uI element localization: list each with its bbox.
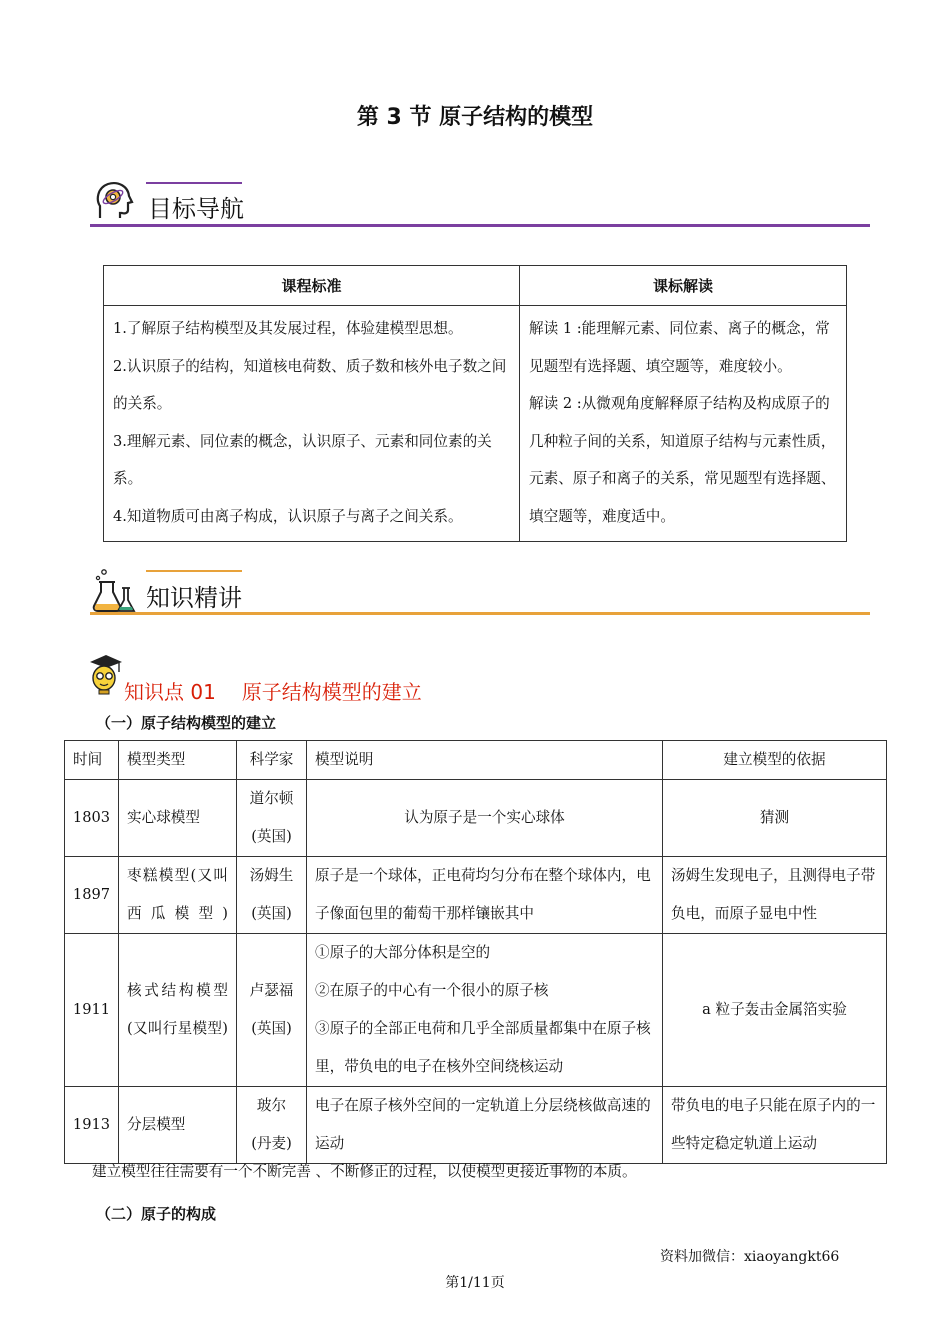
description-line: ③原子的全部正电荷和几乎全部质量都集中在原子核里，带负电的电子在核外空间绕核运动: [315, 1020, 651, 1075]
year-cell: 1913: [65, 1087, 119, 1164]
scientist-name: 玻尔: [256, 1097, 287, 1114]
scientist-name: 卢瑟福: [249, 982, 294, 999]
section-top-line: [146, 570, 242, 572]
scientist-country: (英国): [251, 1020, 292, 1037]
section-top-line: [146, 182, 242, 184]
table-row: [65, 780, 887, 857]
section-heading: 知识精讲: [146, 584, 242, 612]
description-cell: [307, 780, 663, 857]
table-row: [65, 934, 887, 1087]
year-cell: 1803: [65, 780, 119, 857]
subsection-heading: （一）原子结构模型的建立: [96, 714, 277, 732]
model-table: [64, 740, 887, 1164]
standard-item: 1.了解原子结构模型及其发展过程，体验建模型思想。: [113, 320, 463, 337]
subsection-heading: （二）原子的构成: [96, 1205, 217, 1223]
section-heading: 目标导航: [148, 195, 244, 223]
lab-flask-icon: [90, 566, 138, 614]
description-cell: [307, 934, 663, 1087]
year-cell: 1911: [65, 934, 119, 1087]
table-header-row: [65, 741, 887, 780]
table-header: 时间: [65, 741, 119, 780]
table-header: 课标解读: [520, 266, 847, 306]
standard-item: 2.认识原子的结构，知道核电荷数、质子数和核外电子数之间的关系。: [113, 357, 507, 412]
model-type-cell: 实心球模型: [119, 780, 237, 857]
knowledge-point-name: 原子结构模型的建立: [241, 680, 422, 704]
curriculum-table: [103, 265, 847, 542]
section-divider: [90, 612, 870, 615]
description-cell: [307, 1087, 663, 1164]
model-type-cell: 核式结构模型(又叫行星模型): [119, 934, 237, 1087]
year-cell: 1897: [65, 857, 119, 934]
model-type-cell: 分层模型: [119, 1087, 237, 1164]
scientist-name: 汤姆生: [249, 867, 294, 884]
section-goal-header: [90, 176, 870, 230]
scientist-name: 道尔顿: [249, 790, 294, 807]
page-title: 第 3 节 原子结构的模型: [356, 105, 594, 130]
table-row: [65, 1087, 887, 1164]
table-header: 模型类型: [119, 741, 237, 780]
scientist-cell: [237, 857, 307, 934]
page-number: 第1/11页: [445, 1275, 505, 1291]
model-type-cell: 枣糕模型(又叫西瓜模型): [119, 857, 237, 934]
scientist-country: (英国): [251, 828, 292, 845]
description-line: 原子是一个球体，正电荷均匀分布在整个球体内，电子像面包里的葡萄干那样镶嵌其中: [315, 867, 651, 922]
interpretation-cell: [520, 306, 847, 542]
description-line: 电子在原子核外空间的一定轨道上分层绕核做高速的运动: [315, 1097, 651, 1152]
table-header: 建立模型的依据: [663, 741, 887, 780]
description-cell: [307, 857, 663, 934]
scientist-cell: [237, 934, 307, 1087]
interpretation-item: 解读 2 :从微观角度解释原子结构及构成原子的几种粒子间的关系，知道原子结构与元素性质，元素、原子和离子的关系，常见题型有选择题、填空题等，难度适中。: [529, 395, 836, 525]
footer-wechat: 资料加微信：xiaoyangkt66: [660, 1249, 840, 1265]
knowledge-point-label: 知识点 01: [124, 680, 216, 704]
graduate-bulb-icon: [88, 652, 124, 698]
scientist-country: (英国): [251, 905, 292, 922]
interpretation-item: 解读 1 :能理解元素、同位素、离子的概念，常见题型有选择题、填空题等，难度较小。: [529, 320, 830, 375]
standards-cell: [104, 306, 520, 542]
body-paragraph: 建立模型往往需要有一个不断完善 、不断修正的过程，以使模型更接近事物的本质。: [92, 1163, 637, 1180]
scientist-cell: [237, 780, 307, 857]
table-header: 课程标准: [104, 266, 520, 306]
basis-cell: 汤姆生发现电子，且测得电子带负电，而原子显电中性: [663, 857, 887, 934]
scientist-country: (丹麦): [251, 1135, 292, 1152]
table-row: [65, 857, 887, 934]
basis-cell: 猜测: [663, 780, 887, 857]
table-header: 科学家: [237, 741, 307, 780]
basis-cell: a 粒子轰击金属箔实验: [663, 934, 887, 1087]
section-knowledge-header: [90, 562, 870, 618]
standard-item: 4.知道物质可由离子构成，认识原子与离子之间关系。: [113, 507, 463, 525]
standard-item: 3.理解元素、同位素的概念，认识原子、元素和同位素的关系。: [113, 432, 492, 487]
section-divider: [90, 224, 870, 227]
description-line: ②在原子的中心有一个很小的原子核: [315, 982, 549, 999]
scientist-cell: [237, 1087, 307, 1164]
description-line: 认为原子是一个实心球体: [404, 809, 565, 826]
knowledge-point-title: [124, 676, 422, 705]
table-header: 模型说明: [307, 741, 663, 780]
basis-cell: 带负电的电子只能在原子内的一些特定稳定轨道上运动: [663, 1087, 887, 1164]
brain-gear-icon: [92, 180, 136, 224]
description-line: ①原子的大部分体积是空的: [315, 944, 491, 961]
